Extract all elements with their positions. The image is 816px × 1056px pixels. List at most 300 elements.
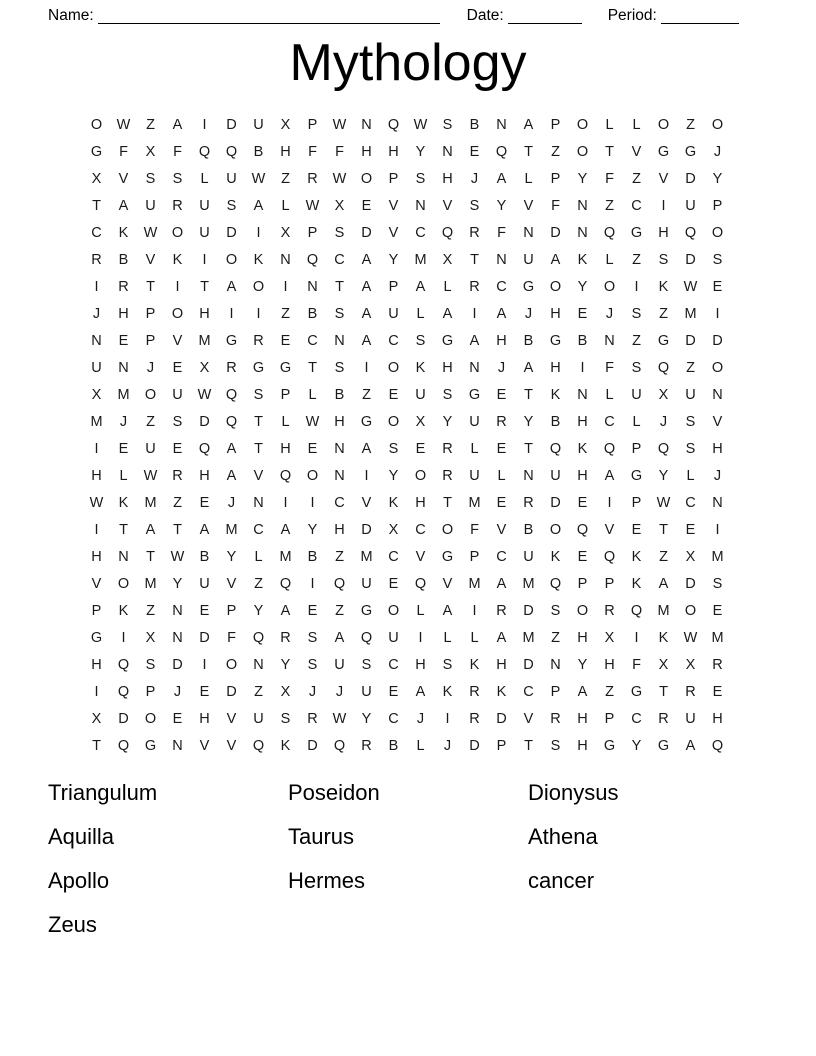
word-list-item[interactable]: Poseidon (288, 780, 380, 805)
grid-letter[interactable]: Z (254, 576, 263, 592)
grid-letter[interactable]: A (280, 603, 291, 619)
grid-letter[interactable]: I (364, 468, 369, 484)
grid-letter[interactable]: G (657, 144, 670, 160)
grid-letter[interactable]: J (713, 144, 722, 160)
word-list-item[interactable]: Hermes (288, 868, 366, 893)
grid-letter[interactable]: H (577, 738, 588, 754)
grid-letter[interactable]: H (388, 144, 399, 160)
grid-letter[interactable]: I (229, 306, 234, 322)
grid-letter[interactable]: R (91, 252, 102, 268)
grid-letter[interactable]: B (199, 549, 210, 565)
grid-letter[interactable]: L (416, 306, 425, 322)
grid-letter[interactable]: K (577, 252, 588, 268)
grid-letter[interactable]: A (658, 576, 669, 592)
grid-letter[interactable]: R (226, 360, 237, 376)
grid-letter[interactable]: E (496, 495, 507, 511)
grid-letter[interactable]: Y (577, 657, 588, 673)
grid-letter[interactable]: I (715, 306, 720, 322)
grid-letter[interactable]: X (280, 684, 291, 700)
grid-letter[interactable]: R (523, 495, 534, 511)
grid-letter[interactable]: D (712, 333, 723, 349)
grid-letter[interactable]: K (388, 495, 399, 511)
grid-letter[interactable]: R (550, 711, 561, 727)
grid-letter[interactable]: A (226, 468, 237, 484)
grid-letter[interactable]: A (253, 198, 264, 214)
grid-letter[interactable]: O (711, 117, 724, 133)
grid-letter[interactable]: Q (414, 576, 427, 592)
grid-letter[interactable]: M (522, 576, 535, 592)
grid-letter[interactable]: H (496, 657, 507, 673)
grid-letter[interactable]: I (445, 711, 450, 727)
grid-letter[interactable]: W (143, 468, 158, 484)
grid-letter[interactable]: Q (549, 576, 562, 592)
grid-letter[interactable]: S (469, 198, 480, 214)
grid-letter[interactable]: X (91, 711, 102, 727)
grid-letter[interactable]: C (388, 711, 399, 727)
grid-letter[interactable]: S (334, 225, 345, 241)
grid-letter[interactable]: T (308, 360, 317, 376)
grid-letter[interactable]: A (145, 522, 156, 538)
grid-letter[interactable]: C (523, 684, 534, 700)
grid-letter[interactable]: E (280, 333, 291, 349)
grid-letter[interactable]: E (118, 441, 129, 457)
grid-letter[interactable]: E (577, 495, 588, 511)
grid-letter[interactable]: P (145, 684, 156, 700)
grid-letter[interactable]: F (173, 144, 182, 160)
grid-letter[interactable]: T (146, 279, 155, 295)
grid-letter[interactable]: O (306, 468, 319, 484)
grid-letter[interactable]: I (364, 360, 369, 376)
grid-letter[interactable]: Z (173, 495, 182, 511)
grid-letter[interactable]: P (604, 711, 615, 727)
grid-letter[interactable]: N (496, 117, 507, 133)
word-list-item[interactable]: cancer (528, 868, 595, 893)
grid-letter[interactable]: O (225, 657, 238, 673)
grid-letter[interactable]: S (631, 360, 642, 376)
grid-letter[interactable]: V (361, 495, 372, 511)
grid-letter[interactable]: U (550, 468, 561, 484)
grid-letter[interactable]: T (200, 279, 209, 295)
grid-letter[interactable]: Y (577, 279, 588, 295)
grid-letter[interactable]: G (630, 684, 643, 700)
grid-letter[interactable]: E (496, 387, 507, 403)
grid-letter[interactable]: I (472, 603, 477, 619)
grid-letter[interactable]: Z (551, 630, 560, 646)
grid-letter[interactable]: O (549, 522, 562, 538)
grid-letter[interactable]: G (630, 225, 643, 241)
grid-letter[interactable]: J (524, 306, 533, 322)
grid-letter[interactable]: E (388, 684, 399, 700)
grid-letter[interactable]: H (577, 414, 588, 430)
grid-letter[interactable]: U (523, 549, 534, 565)
grid-letter[interactable]: K (280, 738, 291, 754)
grid-letter[interactable]: T (524, 441, 533, 457)
grid-letter[interactable]: Q (225, 144, 238, 160)
grid-letter[interactable]: H (712, 711, 723, 727)
grid-letter[interactable]: H (442, 171, 453, 187)
grid-letter[interactable]: Q (657, 441, 670, 457)
grid-letter[interactable]: F (470, 522, 479, 538)
grid-letter[interactable]: W (116, 117, 131, 133)
grid-letter[interactable]: T (605, 144, 614, 160)
grid-letter[interactable]: W (89, 495, 104, 511)
grid-letter[interactable]: A (442, 603, 453, 619)
grid-letter[interactable]: E (469, 144, 480, 160)
grid-letter[interactable]: Z (686, 117, 695, 133)
grid-letter[interactable]: N (712, 387, 723, 403)
grid-letter[interactable]: L (416, 603, 425, 619)
grid-letter[interactable]: B (307, 306, 318, 322)
grid-letter[interactable]: I (202, 657, 207, 673)
grid-letter[interactable]: V (226, 576, 237, 592)
date-input-rule[interactable] (508, 10, 582, 24)
grid-letter[interactable]: T (119, 522, 128, 538)
grid-letter[interactable]: P (388, 279, 399, 295)
grid-letter[interactable]: P (388, 171, 399, 187)
grid-letter[interactable]: A (496, 171, 507, 187)
grid-letter[interactable]: M (225, 522, 238, 538)
grid-letter[interactable]: D (226, 117, 237, 133)
grid-letter[interactable]: S (334, 360, 345, 376)
grid-letter[interactable]: B (334, 387, 345, 403)
grid-letter[interactable]: V (199, 738, 210, 754)
grid-letter[interactable]: L (416, 738, 425, 754)
grid-letter[interactable]: F (551, 198, 560, 214)
grid-letter[interactable]: J (119, 414, 128, 430)
grid-letter[interactable]: G (549, 333, 562, 349)
grid-letter[interactable]: S (415, 171, 426, 187)
grid-letter[interactable]: Z (632, 171, 641, 187)
grid-letter[interactable]: O (144, 711, 157, 727)
grid-letter[interactable]: A (604, 468, 615, 484)
grid-letter[interactable]: T (92, 738, 101, 754)
grid-letter[interactable]: J (713, 468, 722, 484)
grid-letter[interactable]: S (442, 117, 453, 133)
grid-letter[interactable]: W (170, 549, 185, 565)
grid-letter[interactable]: S (685, 441, 696, 457)
grid-letter[interactable]: N (334, 468, 345, 484)
grid-letter[interactable]: P (604, 576, 615, 592)
grid-letter[interactable]: Q (333, 738, 346, 754)
word-list-item[interactable]: Dionysus (528, 780, 619, 805)
grid-letter[interactable]: K (658, 279, 669, 295)
grid-letter[interactable]: D (469, 738, 480, 754)
grid-letter[interactable]: L (605, 387, 614, 403)
grid-letter[interactable]: O (225, 252, 238, 268)
grid-letter[interactable]: L (497, 468, 506, 484)
grid-letter[interactable]: N (334, 333, 345, 349)
grid-letter[interactable]: D (199, 630, 210, 646)
grid-letter[interactable]: I (634, 630, 639, 646)
grid-letter[interactable]: T (254, 414, 263, 430)
grid-letter[interactable]: Z (281, 171, 290, 187)
grid-letter[interactable]: V (253, 468, 264, 484)
grid-letter[interactable]: H (280, 441, 291, 457)
grid-letter[interactable]: I (94, 441, 99, 457)
grid-letter[interactable]: D (685, 252, 696, 268)
grid-letter[interactable]: S (307, 657, 318, 673)
grid-letter[interactable]: H (604, 657, 615, 673)
grid-letter[interactable]: N (334, 441, 345, 457)
grid-letter[interactable]: U (226, 171, 237, 187)
grid-letter[interactable]: D (118, 711, 129, 727)
grid-letter[interactable]: R (469, 279, 480, 295)
grid-letter[interactable]: U (361, 684, 372, 700)
grid-letter[interactable]: U (685, 711, 696, 727)
grid-letter[interactable]: W (305, 414, 320, 430)
grid-letter[interactable]: M (522, 630, 535, 646)
grid-letter[interactable]: O (171, 225, 184, 241)
grid-letter[interactable]: Q (603, 549, 616, 565)
grid-letter[interactable]: A (226, 441, 237, 457)
grid-letter[interactable]: M (711, 549, 724, 565)
grid-letter[interactable]: Q (198, 441, 211, 457)
grid-letter[interactable]: T (146, 549, 155, 565)
grid-letter[interactable]: I (634, 279, 639, 295)
grid-letter[interactable]: O (441, 522, 454, 538)
grid-letter[interactable]: R (172, 468, 183, 484)
grid-letter[interactable]: S (712, 252, 723, 268)
grid-letter[interactable]: O (171, 306, 184, 322)
grid-letter[interactable]: W (413, 117, 428, 133)
grid-letter[interactable]: W (683, 279, 698, 295)
grid-letter[interactable]: L (524, 171, 533, 187)
grid-letter[interactable]: H (658, 225, 669, 241)
grid-letter[interactable]: G (468, 387, 481, 403)
grid-letter[interactable]: K (631, 576, 642, 592)
grid-letter[interactable]: S (442, 387, 453, 403)
grid-letter[interactable]: T (443, 495, 452, 511)
grid-letter[interactable]: E (712, 684, 723, 700)
grid-letter[interactable]: Y (523, 414, 534, 430)
grid-letter[interactable]: K (550, 549, 561, 565)
grid-letter[interactable]: M (144, 576, 157, 592)
grid-letter[interactable]: T (92, 198, 101, 214)
grid-letter[interactable]: S (442, 657, 453, 673)
grid-letter[interactable]: R (118, 279, 129, 295)
grid-letter[interactable]: E (172, 711, 183, 727)
grid-letter[interactable]: L (443, 279, 452, 295)
grid-letter[interactable]: U (253, 117, 264, 133)
grid-letter[interactable]: N (577, 225, 588, 241)
grid-letter[interactable]: M (711, 630, 724, 646)
grid-letter[interactable]: O (117, 576, 130, 592)
grid-letter[interactable]: F (497, 225, 506, 241)
grid-letter[interactable]: D (496, 711, 507, 727)
grid-letter[interactable]: I (607, 495, 612, 511)
grid-letter[interactable]: Q (360, 630, 373, 646)
grid-letter[interactable]: V (523, 711, 534, 727)
grid-letter[interactable]: D (307, 738, 318, 754)
grid-letter[interactable]: X (145, 144, 156, 160)
grid-letter[interactable]: H (442, 360, 453, 376)
grid-letter[interactable]: G (441, 333, 454, 349)
grid-letter[interactable]: S (172, 414, 183, 430)
grid-letter[interactable]: K (118, 495, 129, 511)
grid-letter[interactable]: I (121, 630, 126, 646)
grid-letter[interactable]: Y (577, 171, 588, 187)
grid-letter[interactable]: A (334, 630, 345, 646)
grid-letter[interactable]: R (253, 333, 264, 349)
grid-letter[interactable]: Z (632, 252, 641, 268)
grid-letter[interactable]: Q (117, 657, 130, 673)
grid-letter[interactable]: C (496, 279, 507, 295)
grid-letter[interactable]: K (577, 441, 588, 457)
word-list-item[interactable]: Zeus (48, 912, 97, 937)
grid-letter[interactable]: Y (658, 468, 669, 484)
grid-letter[interactable]: U (685, 387, 696, 403)
grid-letter[interactable]: V (415, 549, 426, 565)
grid-letter[interactable]: S (226, 198, 237, 214)
grid-letter[interactable]: H (334, 522, 345, 538)
grid-letter[interactable]: A (361, 279, 372, 295)
grid-letter[interactable]: T (524, 738, 533, 754)
grid-letter[interactable]: I (94, 522, 99, 538)
grid-letter[interactable]: O (684, 603, 697, 619)
grid-letter[interactable]: H (577, 630, 588, 646)
grid-letter[interactable]: Z (659, 549, 668, 565)
grid-letter[interactable]: F (632, 657, 641, 673)
grid-letter[interactable]: I (94, 279, 99, 295)
grid-letter[interactable]: U (199, 225, 210, 241)
grid-letter[interactable]: I (256, 306, 261, 322)
grid-letter[interactable]: P (307, 117, 318, 133)
grid-letter[interactable]: S (280, 711, 291, 727)
grid-letter[interactable]: J (659, 414, 668, 430)
grid-letter[interactable]: H (577, 468, 588, 484)
grid-letter[interactable]: J (470, 171, 479, 187)
grid-letter[interactable]: H (91, 657, 102, 673)
grid-letter[interactable]: V (631, 144, 642, 160)
grid-letter[interactable]: E (496, 441, 507, 457)
grid-letter[interactable]: H (415, 495, 426, 511)
grid-letter[interactable]: C (253, 522, 264, 538)
grid-letter[interactable]: V (604, 522, 615, 538)
grid-letter[interactable]: F (335, 144, 344, 160)
grid-letter[interactable]: G (630, 468, 643, 484)
grid-letter[interactable]: S (334, 306, 345, 322)
grid-letter[interactable]: N (577, 387, 588, 403)
grid-letter[interactable]: V (226, 738, 237, 754)
grid-letter[interactable]: L (605, 117, 614, 133)
grid-letter[interactable]: R (496, 603, 507, 619)
grid-letter[interactable]: S (172, 171, 183, 187)
grid-letter[interactable]: C (388, 657, 399, 673)
grid-letter[interactable]: B (577, 333, 588, 349)
grid-letter[interactable]: E (118, 333, 129, 349)
word-list-item[interactable]: Triangulum (48, 780, 158, 805)
grid-letter[interactable]: H (199, 306, 210, 322)
grid-letter[interactable]: Q (657, 360, 670, 376)
grid-letter[interactable]: E (199, 684, 210, 700)
grid-letter[interactable]: Q (225, 387, 238, 403)
grid-letter[interactable]: I (310, 495, 315, 511)
grid-letter[interactable]: C (604, 414, 615, 430)
grid-letter[interactable]: L (632, 414, 641, 430)
grid-letter[interactable]: Z (254, 684, 263, 700)
grid-letter[interactable]: E (415, 441, 426, 457)
grid-letter[interactable]: N (469, 360, 480, 376)
grid-letter[interactable]: O (90, 117, 103, 133)
grid-letter[interactable]: C (415, 522, 426, 538)
grid-letter[interactable]: K (631, 549, 642, 565)
grid-letter[interactable]: I (175, 279, 180, 295)
grid-letter[interactable]: Z (362, 387, 371, 403)
grid-letter[interactable]: H (91, 468, 102, 484)
grid-letter[interactable]: F (605, 171, 614, 187)
grid-letter[interactable]: V (145, 252, 156, 268)
grid-letter[interactable]: E (685, 522, 696, 538)
grid-letter[interactable]: K (253, 252, 264, 268)
grid-letter[interactable]: A (577, 684, 588, 700)
grid-letter[interactable]: L (605, 252, 614, 268)
grid-letter[interactable]: O (576, 603, 589, 619)
grid-letter[interactable]: O (387, 414, 400, 430)
grid-letter[interactable]: B (469, 117, 480, 133)
grid-letter[interactable]: V (523, 198, 534, 214)
grid-letter[interactable]: F (227, 630, 236, 646)
grid-letter[interactable]: G (279, 360, 292, 376)
grid-letter[interactable]: G (657, 333, 670, 349)
grid-letter[interactable]: T (524, 387, 533, 403)
grid-letter[interactable]: R (361, 738, 372, 754)
grid-letter[interactable]: N (361, 117, 372, 133)
grid-letter[interactable]: I (418, 630, 423, 646)
grid-letter[interactable]: Q (495, 144, 508, 160)
grid-letter[interactable]: E (307, 441, 318, 457)
grid-letter[interactable]: C (496, 549, 507, 565)
grid-letter[interactable]: N (172, 738, 183, 754)
grid-letter[interactable]: B (388, 738, 399, 754)
grid-letter[interactable]: M (468, 576, 481, 592)
grid-letter[interactable]: Z (335, 549, 344, 565)
grid-letter[interactable]: N (442, 144, 453, 160)
grid-letter[interactable]: R (712, 657, 723, 673)
grid-letter[interactable]: S (550, 603, 561, 619)
grid-letter[interactable]: O (711, 225, 724, 241)
grid-letter[interactable]: G (360, 414, 373, 430)
grid-letter[interactable]: N (604, 333, 615, 349)
grid-letter[interactable]: S (550, 738, 561, 754)
grid-letter[interactable]: Q (603, 225, 616, 241)
grid-letter[interactable]: Q (198, 144, 211, 160)
grid-letter[interactable]: U (199, 576, 210, 592)
grid-letter[interactable]: J (605, 306, 614, 322)
grid-letter[interactable]: E (172, 441, 183, 457)
grid-letter[interactable]: U (388, 630, 399, 646)
grid-letter[interactable]: V (388, 225, 399, 241)
grid-letter[interactable]: V (658, 171, 669, 187)
grid-letter[interactable]: O (657, 117, 670, 133)
grid-letter[interactable]: H (199, 711, 210, 727)
grid-letter[interactable]: I (283, 495, 288, 511)
grid-letter[interactable]: A (226, 279, 237, 295)
grid-letter[interactable]: A (280, 522, 291, 538)
grid-letter[interactable]: P (307, 225, 318, 241)
grid-letter[interactable]: X (280, 225, 291, 241)
grid-letter[interactable]: P (469, 549, 480, 565)
grid-letter[interactable]: C (631, 711, 642, 727)
word-list-item[interactable]: Aquilla (48, 824, 115, 849)
grid-letter[interactable]: H (118, 306, 129, 322)
grid-letter[interactable]: Y (388, 252, 399, 268)
grid-letter[interactable]: P (145, 306, 156, 322)
grid-letter[interactable]: L (443, 630, 452, 646)
grid-letter[interactable]: M (360, 549, 373, 565)
grid-letter[interactable]: T (659, 684, 668, 700)
grid-letter[interactable]: D (685, 576, 696, 592)
grid-letter[interactable]: C (685, 495, 696, 511)
